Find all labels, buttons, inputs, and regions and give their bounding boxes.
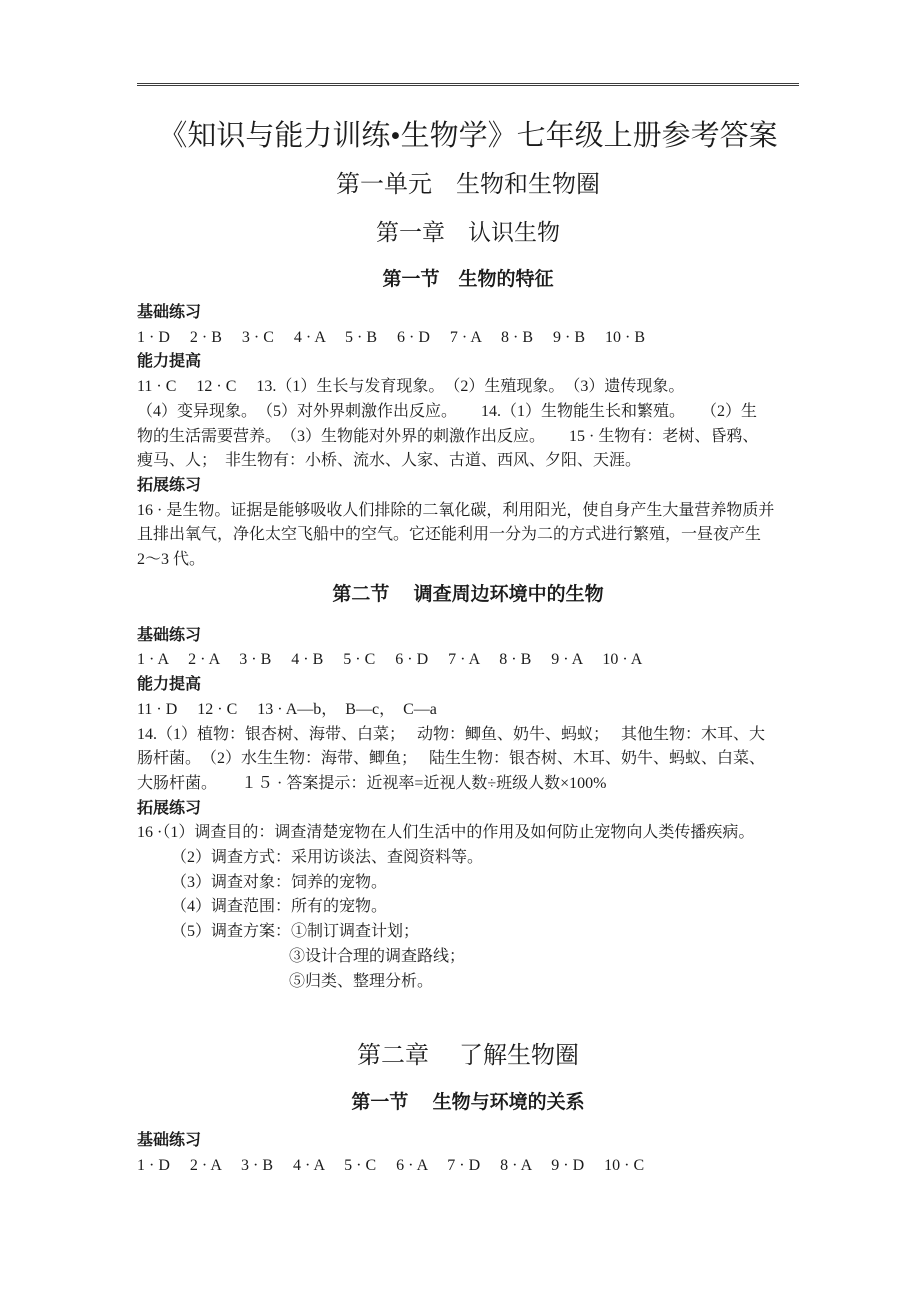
answer-line: ③设计合理的调查路线； <box>289 947 466 965</box>
answer-line: 且排出氧气，净化太空飞船中的空气。它还能利用一分为二的方式进行繁殖，一昼夜产生 <box>137 526 762 544</box>
answer-line: （2）调查方式：采用访谈法、查阅资料等。 <box>171 849 484 867</box>
answer-line: 14.（1）植物：银杏树、海带、白菜； 动物：鲫鱼、奶牛、蚂蚁； 其他生物：木耳、大 <box>137 725 766 743</box>
header-rule <box>137 83 799 86</box>
answer-row: 1 · D 2 · A 3 · B 4 · A 5 · C 6 · A 7 · D 8 · A 9 · D 10 · C <box>137 1156 645 1174</box>
extension-exercise-label: 拓展练习 <box>137 476 202 494</box>
section-1-1-heading: 第一节 生物的特征 <box>382 269 554 290</box>
section-1-2-heading: 第二节 调查周边环境中的生物 <box>332 583 604 605</box>
answer-line: 16 · 是生物。证据是能够吸收人们排除的二氧化碳，利用阳光，使自身产生大量营养物质并 <box>137 501 775 519</box>
answer-line: 瘦马、人； 非生物有：小桥、流水、人家、古道、西风、夕阳、天涯。 <box>137 452 642 470</box>
advanced-exercise-label: 能力提高 <box>137 353 202 371</box>
answer-line: （5）调查方案：①制订调查计划； <box>171 923 420 941</box>
answer-line: （3）调查对象：饲养的宠物。 <box>171 873 388 891</box>
answer-line: 大肠杆菌。 １５ · 答案提示：近视率=近视人数÷班级人数×100% <box>137 774 607 792</box>
answer-line: 2～3 代。 <box>137 551 206 569</box>
advanced-exercise-label: 能力提高 <box>137 676 202 694</box>
basic-exercise-label: 基础练习 <box>137 304 202 321</box>
answer-row: 1 · A 2 · A 3 · B 4 · B 5 · C 6 · D 7 · A 8 · B 9 · A 10 · A <box>137 651 643 669</box>
basic-exercise-label: 基础练习 <box>137 626 202 644</box>
basic-exercise-label: 基础练习 <box>137 1132 202 1150</box>
document-content <box>137 0 799 1179</box>
answer-line: 物的生活需要营养。 （3）生物能对外界的刺激作出反应。 15 · 生物有：老树、昏鸦、 <box>137 427 759 445</box>
section-2-1-heading: 第一节 生物与环境的关系 <box>351 1092 585 1114</box>
answer-line: 11 · C 12 · C 13.（1）生长与发育现象。 （2）生殖现象。 （3）遗传现象。 <box>137 378 685 396</box>
answer-line: 16 ·（1）调查目的：调查清楚宠物在人们生活中的作用及如何防止宠物向人类传播疾病。 <box>137 824 755 842</box>
answer-row: 1 · D 2 · B 3 · C 4 · A 5 · B 6 · D 7 · A 8 · B 9 · B 10 · B <box>137 328 646 346</box>
doc-title: 《知识与能力训练•生物学》七年级上册参考答案 <box>158 120 778 152</box>
answer-line: （4）变异现象。 （5）对外界刺激作出反应。 14.（1）生物能生长和繁殖。 （2）生 <box>137 402 758 420</box>
answer-line: 肠杆菌。 （2）水生生物：海带、鲫鱼； 陆生生物：银杏树、木耳、奶牛、蚂蚁、白菜、 <box>137 750 766 768</box>
chapter-2-heading: 第二章 了解生物圈 <box>357 1043 579 1070</box>
answer-line: ⑤归类、整理分析。 <box>289 972 434 990</box>
unit-1-heading: 第一单元 生物和生物圈 <box>336 172 600 198</box>
answer-line: 11 · D 12 · C 13 · A—b， B—c， C—a <box>137 700 437 718</box>
chapter-1-heading: 第一章 认识生物 <box>376 220 560 245</box>
answer-line: （4）调查范围：所有的宠物。 <box>171 898 388 916</box>
extension-exercise-label: 拓展练习 <box>137 799 202 817</box>
